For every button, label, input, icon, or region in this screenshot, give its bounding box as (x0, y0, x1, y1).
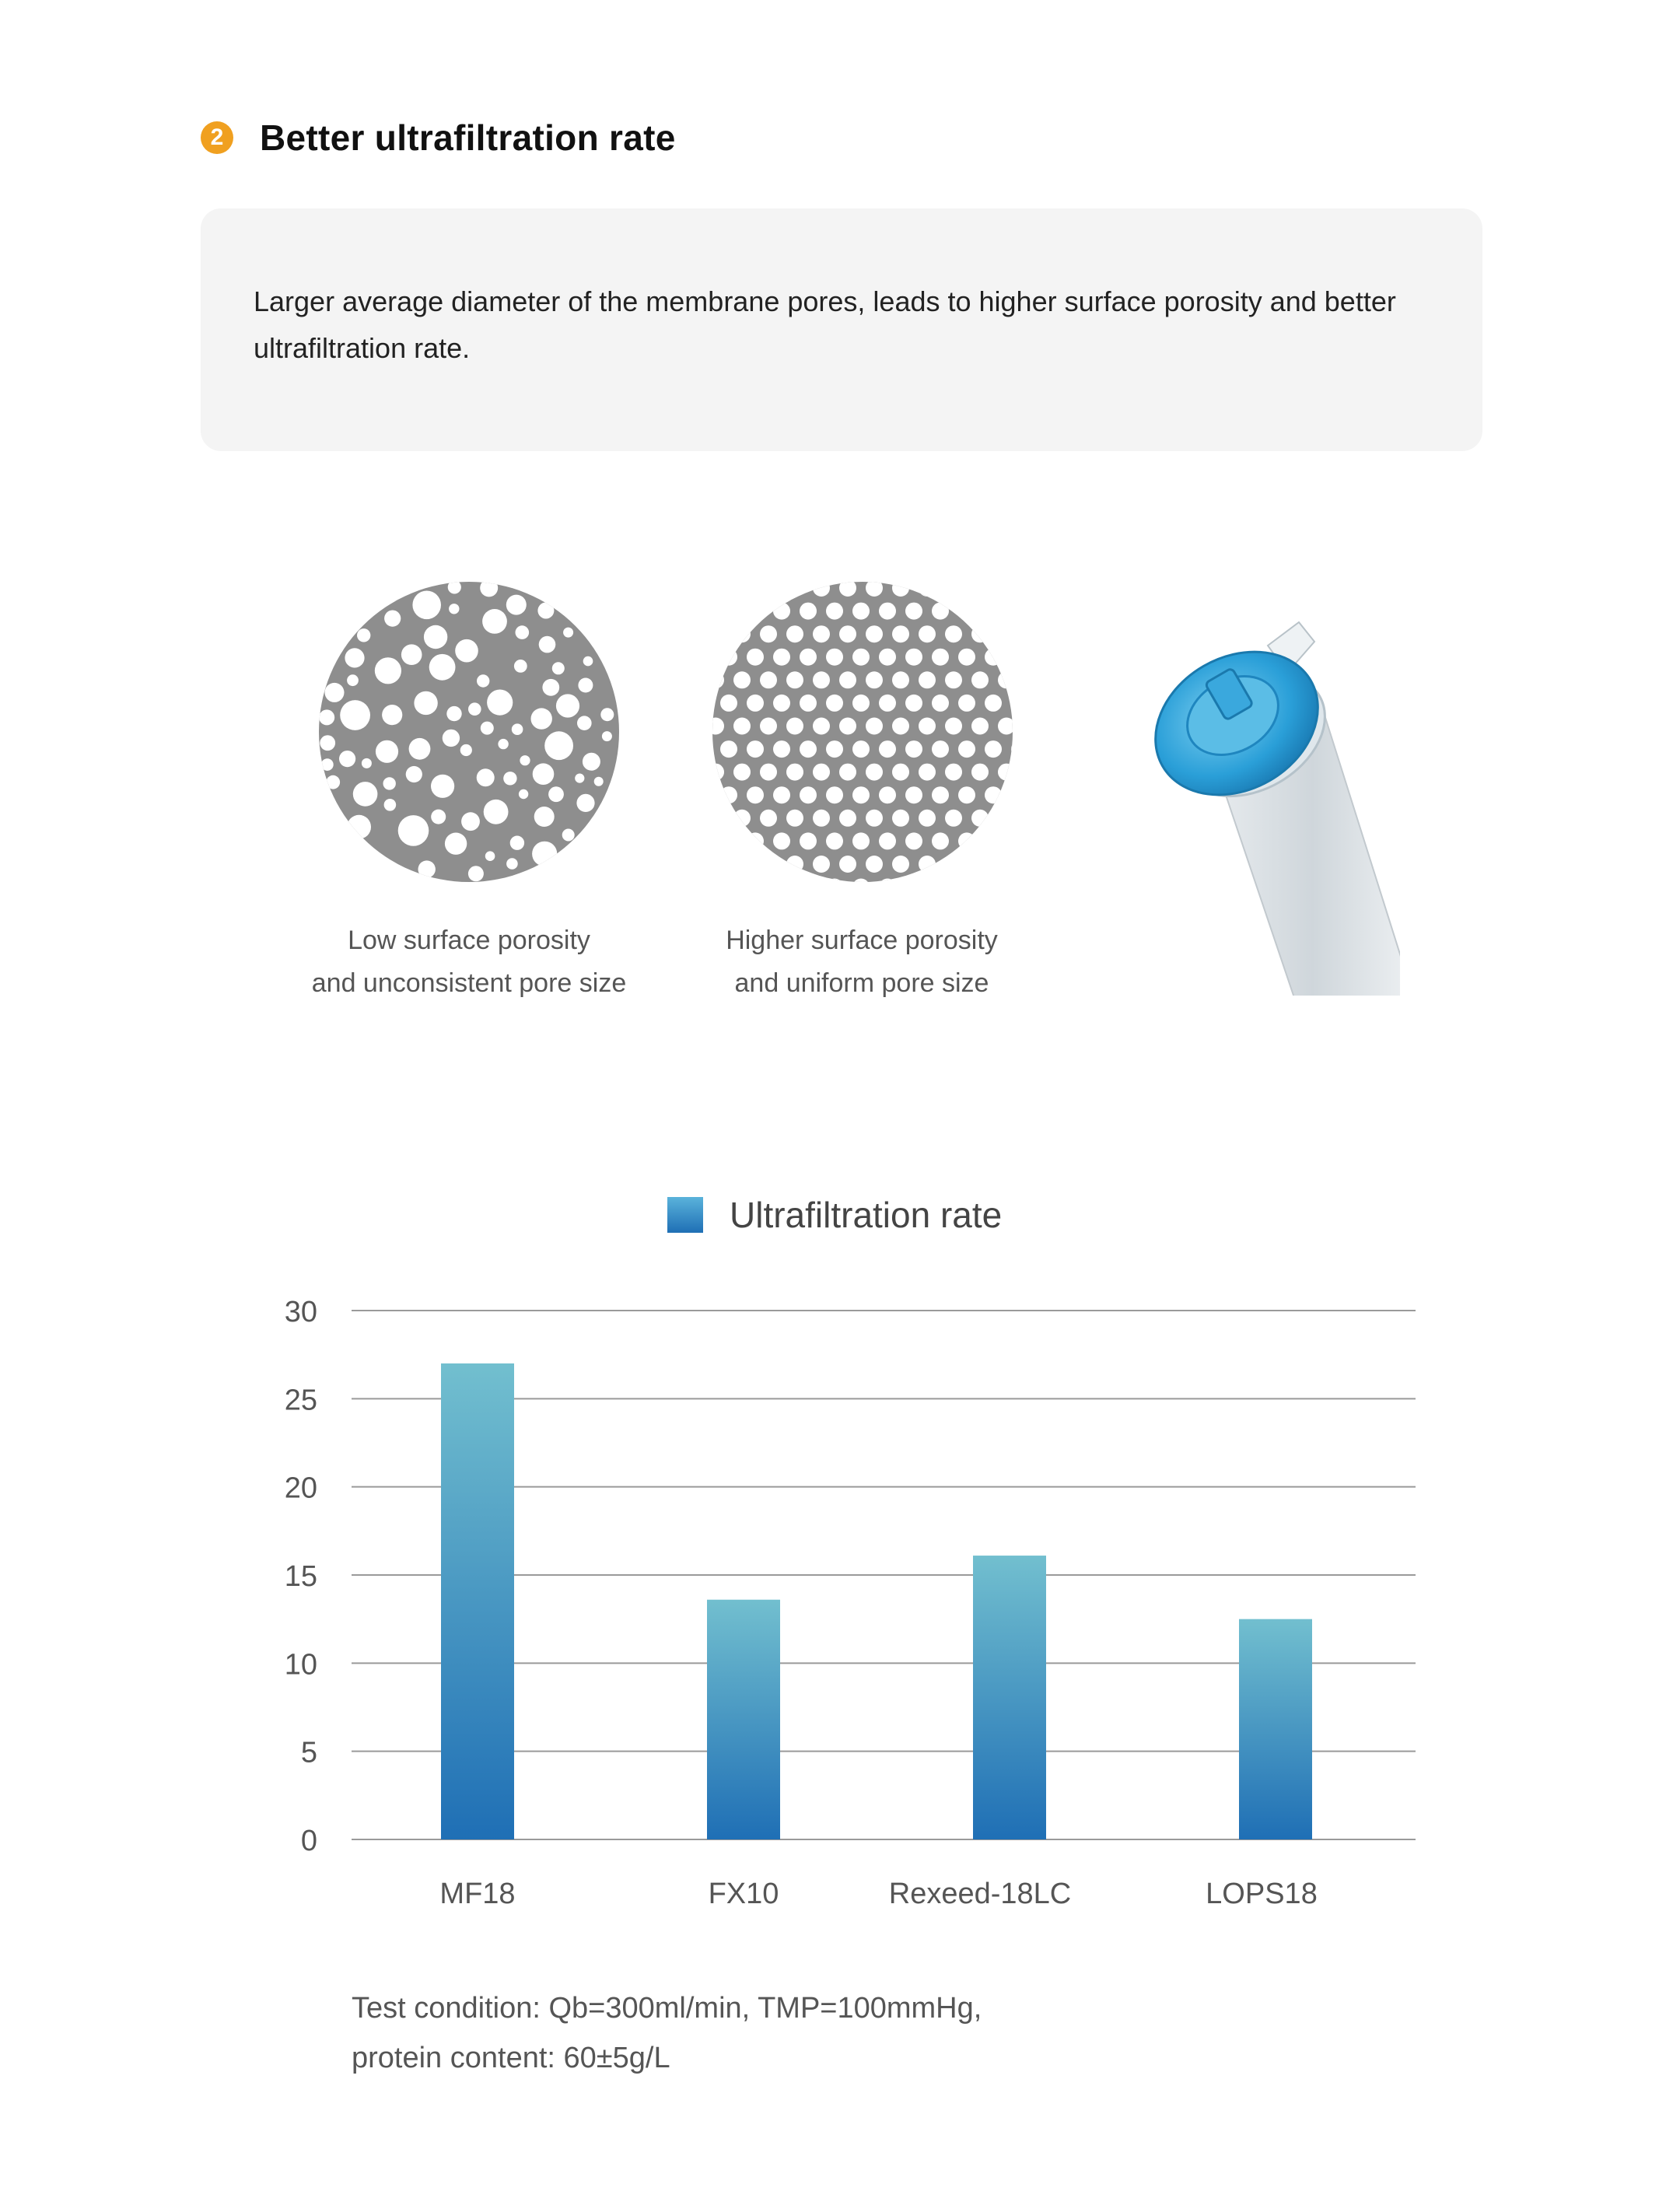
pore (485, 851, 495, 861)
pore (773, 695, 790, 712)
pore (773, 603, 790, 620)
pore (813, 625, 830, 642)
pore (747, 832, 764, 849)
membrane-high-porosity-image (712, 582, 1013, 882)
pore (347, 674, 359, 686)
pore (443, 730, 460, 747)
pore (532, 842, 557, 866)
pore (866, 764, 883, 781)
pore (733, 625, 751, 642)
pore (958, 740, 975, 758)
pore (971, 718, 989, 735)
chart-legend (667, 1194, 1002, 1236)
pore (1011, 879, 1013, 883)
pore (575, 774, 584, 783)
pore (800, 695, 817, 712)
pore (720, 740, 737, 758)
pore (594, 777, 604, 786)
pore (998, 625, 1013, 642)
pore (945, 856, 962, 873)
pore (945, 625, 962, 642)
pore (760, 671, 777, 688)
pore (539, 636, 556, 653)
pore (905, 832, 922, 849)
pore (477, 674, 489, 687)
pore (932, 740, 949, 758)
pore (733, 718, 751, 735)
dialyzer-image (1089, 599, 1400, 996)
pore (418, 860, 436, 877)
pore (347, 815, 371, 839)
pore (985, 786, 1002, 803)
pore (826, 695, 843, 712)
pore (971, 810, 989, 827)
pore (813, 764, 830, 781)
pore (563, 628, 573, 638)
pore (326, 775, 340, 789)
pore (733, 856, 751, 873)
pore (786, 582, 803, 597)
pore (905, 879, 922, 883)
pore (720, 786, 737, 803)
pore (339, 751, 355, 767)
pore (345, 648, 364, 667)
pore (958, 786, 975, 803)
pore (519, 789, 528, 799)
pore (800, 740, 817, 758)
pore (919, 856, 936, 873)
pore (760, 582, 777, 597)
pore (932, 786, 949, 803)
pore (398, 815, 429, 846)
pore (712, 856, 724, 873)
pore (826, 832, 843, 849)
pore (1011, 832, 1013, 849)
pore (852, 695, 870, 712)
pore (826, 740, 843, 758)
pore (839, 718, 856, 735)
bar (707, 1600, 780, 1839)
pore (905, 695, 922, 712)
pore (866, 671, 883, 688)
pore (932, 832, 949, 849)
pore (800, 649, 817, 666)
pore (514, 660, 527, 673)
membrane-low-porosity-image (319, 582, 619, 882)
bar (973, 1556, 1046, 1839)
y-tick-label: 5 (300, 1736, 317, 1769)
pore (583, 656, 593, 667)
pore (498, 739, 508, 749)
pore (747, 695, 764, 712)
pore (733, 671, 751, 688)
pore (813, 810, 830, 827)
pore (919, 764, 936, 781)
pore (866, 856, 883, 873)
pore (733, 582, 751, 597)
pore (971, 582, 989, 597)
pore (409, 738, 431, 760)
pore (786, 718, 803, 735)
pore (537, 603, 554, 619)
x-tick-label: LOPS18 (1206, 1878, 1318, 1910)
pore (813, 671, 830, 688)
pore (412, 591, 441, 620)
pore (905, 786, 922, 803)
pore (477, 768, 495, 786)
pore (760, 810, 777, 827)
pore (506, 858, 518, 870)
pore (879, 832, 896, 849)
pore (773, 879, 790, 883)
pore (747, 879, 764, 883)
section-title: Better ultrafiltration rate (260, 117, 676, 158)
pore (1011, 649, 1013, 666)
pore (958, 832, 975, 849)
pore (800, 832, 817, 849)
caption-line: and uniform pore size (734, 968, 989, 998)
pore (445, 833, 467, 855)
pore (985, 832, 1002, 849)
pore (852, 832, 870, 849)
pore (826, 649, 843, 666)
pore (449, 604, 459, 614)
pore (481, 722, 494, 735)
pore (866, 625, 883, 642)
pore (945, 582, 962, 597)
pore (958, 649, 975, 666)
caption-line: and unconsistent pore size (311, 968, 627, 998)
pore (484, 800, 509, 824)
pore (786, 764, 803, 781)
pore (879, 603, 896, 620)
pore (577, 716, 592, 730)
y-tick-label: 10 (284, 1648, 317, 1682)
y-tick-label: 30 (284, 1296, 317, 1328)
pore (384, 799, 397, 811)
pore (892, 718, 909, 735)
pore (985, 649, 1002, 666)
pore (998, 856, 1013, 873)
pore (429, 654, 456, 681)
pore (800, 786, 817, 803)
pore (747, 603, 764, 620)
pore (879, 786, 896, 803)
test-condition-note (352, 1983, 982, 2083)
pore (510, 836, 524, 850)
pore (321, 758, 334, 771)
pore (562, 829, 575, 842)
pore (461, 812, 480, 831)
pore (852, 649, 870, 666)
membrane-caption-low (267, 919, 671, 1005)
pore (839, 856, 856, 873)
pore (468, 702, 481, 716)
pore (813, 718, 830, 735)
pore (357, 628, 370, 642)
pore (548, 786, 564, 802)
pore (892, 671, 909, 688)
pore (760, 625, 777, 642)
pore (919, 718, 936, 735)
pore (720, 879, 737, 883)
pore (985, 879, 1002, 883)
pore (600, 708, 614, 721)
y-tick-label: 0 (300, 1825, 317, 1857)
pore (362, 758, 372, 768)
pore (919, 671, 936, 688)
pore (892, 764, 909, 781)
legend-swatch (667, 1197, 703, 1233)
pore (852, 740, 870, 758)
pore (773, 649, 790, 666)
ultrafiltration-bar-chart (249, 1276, 1431, 1937)
pore (879, 740, 896, 758)
pore (512, 723, 523, 735)
pore (468, 866, 484, 881)
pore (556, 694, 579, 717)
pore (733, 764, 751, 781)
pore (760, 718, 777, 735)
pore (971, 625, 989, 642)
pore (786, 810, 803, 827)
pore (375, 657, 401, 684)
pore (932, 695, 949, 712)
pore (905, 649, 922, 666)
pore (383, 777, 396, 789)
pore (786, 856, 803, 873)
pore (773, 740, 790, 758)
legend-label: Ultrafiltration rate (730, 1195, 1003, 1235)
pore (712, 582, 724, 597)
test-condition-line: protein content: 60±5g/L (352, 2042, 670, 2074)
pore (455, 639, 478, 663)
pore (800, 879, 817, 883)
pore (531, 708, 552, 729)
pore (382, 705, 402, 725)
pore (905, 603, 922, 620)
pore (353, 782, 378, 807)
pore (971, 764, 989, 781)
pore (602, 731, 612, 741)
pore (506, 595, 527, 615)
pore (932, 879, 949, 883)
caption-line: Higher surface porosity (726, 926, 998, 955)
pore (578, 678, 593, 693)
pore (826, 786, 843, 803)
pore (998, 582, 1013, 597)
pore (424, 625, 447, 649)
pore (800, 603, 817, 620)
pore (839, 625, 856, 642)
section-heading (201, 117, 676, 159)
pore (852, 603, 870, 620)
pore (839, 810, 856, 827)
pore (414, 691, 437, 715)
x-tick-label: FX10 (708, 1878, 779, 1910)
pore (446, 706, 461, 721)
pore (1011, 786, 1013, 803)
caption-line: Low surface porosity (348, 926, 590, 955)
pore (919, 810, 936, 827)
pore (852, 786, 870, 803)
pore (747, 786, 764, 803)
pore (431, 810, 446, 824)
pore (376, 740, 398, 763)
test-condition-line: Test condition: Qb=300ml/min, TMP=100mmHg, (352, 1992, 982, 2025)
pore (892, 856, 909, 873)
pore (786, 671, 803, 688)
pore (482, 609, 507, 634)
pore (879, 695, 896, 712)
pore (325, 683, 345, 702)
pore (583, 753, 600, 771)
pore (985, 740, 1002, 758)
pore (971, 671, 989, 688)
pore (773, 832, 790, 849)
pore (760, 856, 777, 873)
pore (945, 764, 962, 781)
pore (905, 740, 922, 758)
pore (516, 625, 530, 639)
pore (998, 810, 1013, 827)
pore (384, 611, 401, 627)
x-tick-label: MF18 (439, 1878, 516, 1910)
pore (892, 625, 909, 642)
pore (958, 603, 975, 620)
pore (460, 744, 472, 756)
pore (1011, 603, 1013, 620)
pore (720, 649, 737, 666)
pore (958, 695, 975, 712)
bar (1239, 1619, 1312, 1839)
description-text: Larger average diameter of the membrane pores, leads to higher surface porosity and better ultrafiltration rate. (254, 285, 1396, 364)
pore (576, 794, 594, 812)
pore (945, 718, 962, 735)
pore (431, 775, 454, 798)
pore (712, 810, 724, 827)
pore (892, 810, 909, 827)
bar (441, 1363, 514, 1839)
pore (826, 603, 843, 620)
pore (319, 709, 334, 725)
pore (401, 644, 422, 665)
number-badge: 2 (201, 121, 233, 154)
pore (773, 786, 790, 803)
pore (552, 662, 565, 674)
pore (985, 695, 1002, 712)
pore (534, 807, 555, 827)
pore (760, 764, 777, 781)
pore (720, 832, 737, 849)
pore (1011, 695, 1013, 712)
pore (720, 603, 737, 620)
pore (747, 740, 764, 758)
y-tick-label: 25 (284, 1384, 317, 1417)
pore (971, 856, 989, 873)
pore (932, 603, 949, 620)
pore (733, 810, 751, 827)
y-tick-label: 20 (284, 1472, 317, 1505)
pore (747, 649, 764, 666)
pore (919, 625, 936, 642)
pore (720, 695, 737, 712)
pore (487, 690, 513, 716)
membrane-caption-high (660, 919, 1064, 1005)
pore (320, 735, 335, 751)
pore (406, 766, 422, 782)
y-tick-label: 15 (284, 1560, 317, 1593)
pore (813, 856, 830, 873)
pore (945, 671, 962, 688)
pore (932, 649, 949, 666)
pore (945, 810, 962, 827)
pore (542, 679, 559, 696)
pore (503, 772, 516, 785)
pore (879, 649, 896, 666)
pore (786, 625, 803, 642)
pore (839, 671, 856, 688)
description-panel (201, 208, 1482, 451)
pore (340, 700, 370, 730)
pore (712, 625, 724, 642)
x-tick-label: Rexeed-18LC (888, 1878, 1072, 1910)
pore (866, 810, 883, 827)
pore (533, 763, 555, 785)
pore (544, 731, 573, 760)
pore (839, 764, 856, 781)
pore (958, 879, 975, 883)
pore (520, 755, 530, 765)
pore (866, 718, 883, 735)
pore (985, 603, 1002, 620)
